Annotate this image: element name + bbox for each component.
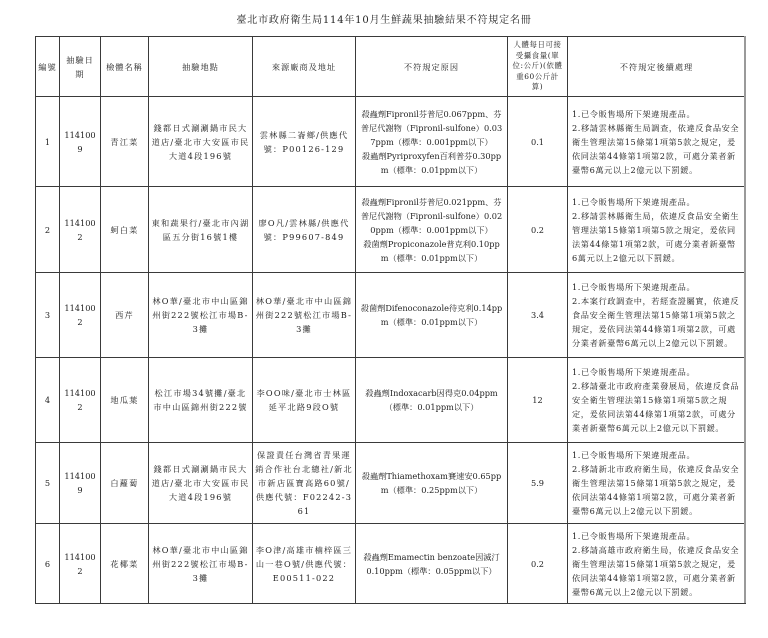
followup-line-1: 1.已令販售場所下架違規產品。 [572,450,696,460]
cell-source: 雲林縣二崙鄉/供應代號：P00126-129 [253,97,356,187]
cell-date: 1141009 [60,443,101,524]
cell-no: 3 [36,273,60,358]
cell-location: 松江市場34號攤/臺北市中山區錦州街222號 [149,358,253,443]
cell-intake: 3.4 [508,273,568,358]
followup-line-2: 2.移請高雄市政府衛生局，依違反食品安全衛生管理法第15條第1項第5款之規定，爰依同法第44條第1項第2款，可處分業者新臺幣6萬元以上2億元以下罰鍰。 [572,544,740,597]
cell-source: 李O津/高雄市楠梓區三山一巷O號/供應代號：E00511-022 [253,524,356,604]
cell-location: 東和蔬果行/臺北市內湖區五分街16號1樓 [149,187,253,273]
followup-line-2: 2.本案行政調查中，若經查證屬實，依違反食品安全衛生管理法第15條第1項第5款之規定，爰依同法第44條第1項第2款，可處分業者新臺幣6萬元以上2億元以下罰鍰。 [572,296,740,348]
cell-intake: 0.2 [508,524,568,604]
header-intake: 人體每日可接受攝食量(單位:公斤)(依體重60公斤計算) [508,37,568,97]
cell-followup [568,273,746,358]
cell-no: 6 [36,524,60,604]
reason-line-2: 殺蟲劑Pyriproxyfen百利普芬0.30ppm（標準：0.01ppm以下） [361,150,502,175]
cell-source: 李OO味/臺北市士林區延平北路9段O號 [253,358,356,443]
table-row [36,273,746,358]
cell-intake: 0.2 [508,187,568,273]
cell-intake: 12 [508,358,568,443]
reason-line-2: 殺菌劑Propiconazole普克利0.10ppm（標準：0.01ppm以下） [363,238,500,263]
cell-source: 林O華/臺北市中山區錦州街222號松江市場B-3攤 [253,273,356,358]
cell-source: 廖O凡/雲林縣/供應代號：P99607-849 [253,187,356,273]
table-row [36,97,746,187]
cell-followup [568,443,746,524]
followup-line-2: 2.移請雲林縣衛生局調查，依違反食品安全衛生管理法第15條第1項第5款之規定，爰依同法第44條第1項第2款，可處分業者新臺幣6萬元以上2億元以下罰鍰。 [572,122,740,175]
table-row [36,358,746,443]
cell-followup [568,358,746,443]
reason-line-1: 殺蟲劑Emamectin benzoate因滅汀0.10ppm（標準：0.05ppm以下） [363,551,500,576]
cell-sample: 花椰菜 [101,524,149,604]
cell-date: 1141002 [60,273,101,358]
header-sample: 檢體名稱 [101,37,149,97]
cell-no: 5 [36,443,60,524]
cell-sample: 地瓜葉 [101,358,149,443]
header-date: 抽驗日期 [60,37,101,97]
reason-line-1: 殺蟲劑Fipronil芬普尼0.067ppm、芬普尼代謝物（Fipronil-sulfone）0.037ppm（標準：0.001ppm以下） [360,108,503,147]
cell-location: 錢都日式涮涮鍋市民大道店/臺北市大安區市民大道4段196號 [149,443,253,524]
followup-line-1: 1.已令販售場所下架違規產品。 [572,282,696,292]
cell-sample: 青江菜 [101,97,149,187]
followup-line-1: 1.已令販售場所下架違規產品。 [572,196,696,207]
cell-date: 1141002 [60,187,101,273]
table-row [36,187,746,273]
header-no: 編號 [36,37,60,97]
cell-location: 林O華/臺北市中山區錦州街222號松江市場B-3攤 [149,273,253,358]
table-header-row [36,37,746,97]
cell-sample: 西芹 [101,273,149,358]
cell-location: 林O華/臺北市中山區錦州街222號松江市場B-3攤 [149,524,253,604]
cell-date: 1141009 [60,97,101,187]
cell-reason [356,358,508,443]
followup-line-2: 2.移請雲林縣衛生局，依違反食品安全衛生管理法第15條第1項第5款之規定，爰依同法第44條第1項第2款，可處分業者新臺幣6萬元以上2億元以下罰鍰。 [572,210,740,263]
cell-reason [356,524,508,604]
cell-followup [568,187,746,273]
cell-source: 保證責任台灣省青果運銷合作社台北總社/新北市新店區寶高路60號/供應代號：F02242-361 [253,443,356,524]
cell-reason [356,443,508,524]
followup-line-1: 1.已令販售場所下架違規產品。 [572,108,696,119]
cell-no: 4 [36,358,60,443]
cell-reason [356,97,508,187]
header-location: 抽驗地點 [149,37,253,97]
header-source: 來源廠商及地址 [253,37,356,97]
cell-followup [568,524,746,604]
cell-no: 1 [36,97,60,187]
document-title: 臺北市政府衛生局114年10月生鮮蔬果抽驗結果不符規定名冊 [236,15,532,26]
noncompliance-table [35,36,746,604]
followup-line-1: 1.已令販售場所下架違規產品。 [572,367,696,377]
reason-line-1: 殺蟲劑Fipronil芬普尼0.021ppm、芬普尼代謝物（Fipronil-sulfone）0.020ppm（標準：0.001ppm以下） [360,196,503,235]
header-reason: 不符規定原因 [356,37,508,97]
header-followup: 不符規定後續處理 [568,37,746,97]
reason-line-1: 殺蟲劑Thiamethoxam賽速安0.65ppm（標準：0.25ppm以下） [361,471,502,495]
cell-date: 1141002 [60,524,101,604]
table-right-edge-shadow [744,36,746,603]
followup-line-1: 1.已令販售場所下架違規產品。 [572,530,696,541]
cell-reason [356,187,508,273]
followup-line-2: 2.移請臺北市政府產業發展局，依違反食品安全衛生管理法第15條第1項第5款之規定，爰依同法第44條第1項第2款，可處分業者新臺幣6萬元以上2億元以下罰鍰。 [572,381,740,433]
cell-intake: 5.9 [508,443,568,524]
cell-reason [356,273,508,358]
cell-sample: 白蘿蔔 [101,443,149,524]
reason-line-1: 殺蟲劑Indoxacarb因得克0.04ppm（標準：0.01ppm以下） [365,388,498,412]
cell-sample: 蚵白菜 [101,187,149,273]
followup-line-2: 2.移請新北市政府衛生局，依違反食品安全衛生管理法第15條第1項第5款之規定，爰依同法第44條第1項第2款，可處分業者新臺幣6萬元以上2億元以下罰鍰。 [572,464,740,516]
cell-intake: 0.1 [508,97,568,187]
table-row [36,443,746,524]
cell-location: 錢都日式涮涮鍋市民大道店/臺北市大安區市民大道4段196號 [149,97,253,187]
reason-line-1: 殺菌劑Difenoconazole待克利0.14ppm（標準：0.01ppm以下） [360,303,503,327]
table-row [36,524,746,604]
cell-followup [568,97,746,187]
cell-no: 2 [36,187,60,273]
cell-date: 1141002 [60,358,101,443]
